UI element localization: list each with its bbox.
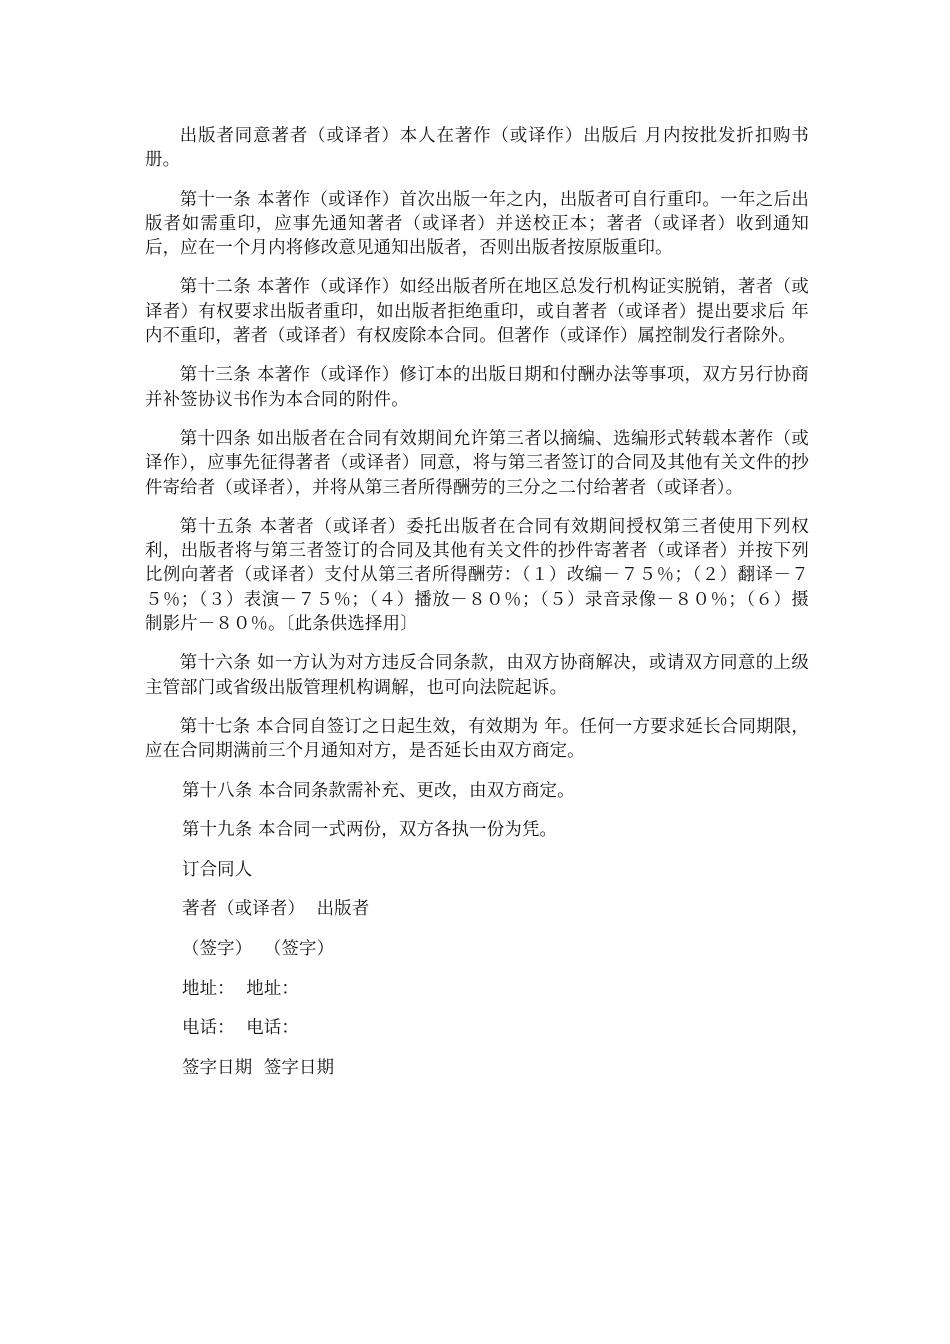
- line-article-18: 第十八条 本合同条款需补充、更改，由双方商定。: [182, 780, 575, 801]
- paragraph-article-13: 第十三条 本著作（或译作）修订本的出版日期和付酬办法等事项，双方另行协商并补签协议书作为本合同的附件。: [145, 365, 809, 410]
- paragraph-article-16: 第十六条 如一方认为对方违反合同条款，由双方协商解决，或请双方同意的上级主管部门或省级出版管理机构调解，也可向法院起诉。: [145, 653, 809, 698]
- signature-line: （签字） （签字）: [182, 938, 335, 959]
- document-page: [145, 124, 809, 1095]
- paragraph-article-17: 第十七条 本合同自签订之日起生效，有效期为 年。任何一方要求延长合同期限，应在合同期满前三个月通知对方，是否延长由双方商定。: [145, 716, 809, 762]
- paragraph-article-12: 第十二条 本著作（或译作）如经出版者所在地区总发行机构证实脱销，著者（或译者）有权要求出版者重印，如出版者拒绝重印，或自著者（或译者）提出要求后 年内不重印，著者（或译者）有权废除本合同。但著作（或译作）属控制发行者除外。: [145, 277, 809, 347]
- address-line: 地址： 地址：: [182, 978, 300, 999]
- phone-line: 电话： 电话：: [182, 1018, 300, 1039]
- signatory-parties: 著者（或译者） 出版者: [182, 899, 370, 920]
- signatories-heading: 订合同人: [182, 859, 253, 880]
- paragraph-discount-purchase: 出版者同意著者（或译者）本人在著作（或译作）出版后 月内按批发折扣购书册。: [145, 126, 809, 171]
- paragraph-article-11: 第十一条 本著作（或译作）首次出版一年之内，出版者可自行重印。一年之后出版者如需重印，应事先通知著者（或译者）并送校正本；著者（或译者）收到通知后，应在一个月内将修改意见通知出版者，否则出版者按原版重印。: [145, 189, 809, 259]
- paragraph-article-15: 第十五条 本著者（或译者）委托出版者在合同有效期间授权第三者使用下列权利，出版者将与第三者签订的合同及其他有关文件的抄件寄著者（或译者）并按下列比例向著者（或译者）支付从第三者所得酬劳：（１）改编－７５％；（２）翻译－７５％；（３）表演－７５％；（４）播放－８０％；（５）录音录像－８０％；（６）摄制影片－８０％。〔此条供选择用〕: [145, 516, 809, 635]
- signing-date-line: 签字日期 签字日期: [182, 1057, 335, 1078]
- paragraph-article-14: 第十四条 如出版者在合同有效期间允许第三者以摘编、选编形式转载本著作（或译作），应事先征得著者（或译者）同意，将与第三者签订的合同及其他有关文件的抄件寄给者（或译者），并将从第三者所得酬劳的三分之二付给著者（或译者）。: [145, 428, 809, 498]
- line-article-19: 第十九条 本合同一式两份，双方各执一份为凭。: [182, 820, 558, 841]
